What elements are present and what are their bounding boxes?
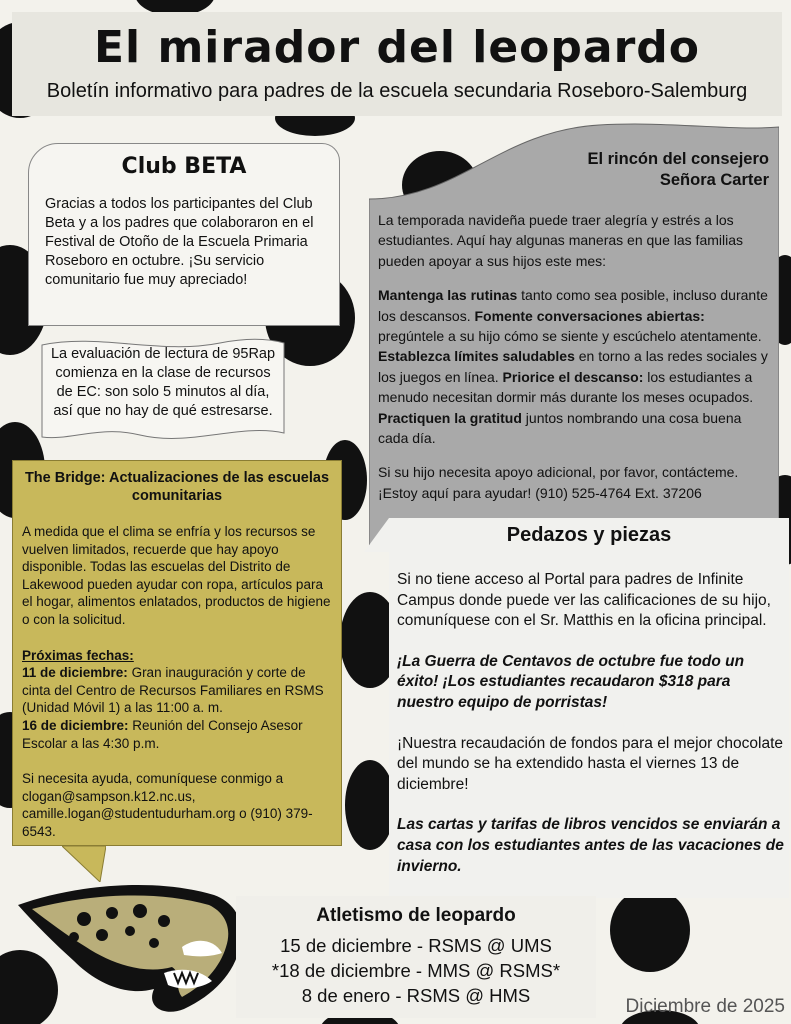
reading-note-text: La evaluación de lectura de 95Rap comienza en la clase de recursos de EC: son solo 5 minutos al día, así que no hay de qué estresarse. bbox=[50, 346, 276, 419]
club-beta-section bbox=[28, 143, 340, 326]
the-bridge-section bbox=[12, 460, 342, 846]
tip-text: los estudiantes a menudo necesitan dormir más durante los meses ocupados. bbox=[378, 368, 754, 406]
counselor-body bbox=[378, 210, 770, 517]
counselor-title-line2: Señora Carter bbox=[659, 171, 769, 189]
athletics-game: *18 de diciembre - MMS @ RSMS* bbox=[271, 960, 561, 981]
leopard-logo-icon bbox=[14, 877, 250, 1017]
pedazos-title: Pedazos y piezas bbox=[506, 524, 672, 546]
tip-bold: Establezca límites saludables bbox=[378, 348, 575, 365]
tip-text: juntos nombrando una cosa buena cada día. bbox=[378, 409, 742, 447]
event-text: Reunión del Consejo Asesor Escolar a las 4:30 p.m. bbox=[22, 717, 303, 751]
club-beta-text: Gracias a todos los participantes del Club Beta y a los padres que colaboraron en el Festival de Otoño de la Escuela Primaria Roseboro en octubre. ¡Su servicio comunitario fue muy apreciado! bbox=[45, 196, 314, 288]
bridge-contact: Si necesita ayuda, comuníquese conmigo a clogan@sampson.k12.nc.us, camille.logan@studentudurham.org o (910) 379-6543. bbox=[22, 771, 313, 839]
newsletter-subtitle: Boletín informativo para padres de la escuela secundaria Roseboro-Salemburg bbox=[46, 80, 748, 102]
event-date: 16 de diciembre: bbox=[22, 717, 129, 733]
bridge-title: The Bridge: Actualizaciones de las escuelas comunitarias bbox=[24, 470, 330, 504]
tip-text: tanto como sea posible, incluso durante los descansos. bbox=[378, 287, 768, 324]
tip-text: en torno a las redes sociales y los juegos en línea. bbox=[378, 348, 768, 385]
event-text: Gran inauguración y corte de cinta del Centro de Recursos Familiares en RSMS (Unidad Móvil 1) a las 11:00 a. m. bbox=[22, 665, 324, 716]
pedazos-y-piezas-section bbox=[389, 518, 789, 898]
athletics-title: Atletismo de leopardo bbox=[316, 905, 516, 926]
tip-bold: Fomente conversaciones abiertas: bbox=[474, 307, 705, 324]
counselor-title-line1: El rincón del consejero bbox=[587, 150, 769, 168]
pedazos-content bbox=[397, 570, 785, 897]
counselor-tips bbox=[378, 285, 770, 448]
counselor-closing: Si su hijo necesita apoyo adicional, por favor, contácteme. ¡Estoy aquí para ayudar! (910) 525-4764 Ext. 37206 bbox=[378, 464, 739, 501]
reading-assessment-note bbox=[40, 337, 286, 443]
leopard-athletics-section bbox=[236, 896, 596, 1018]
pedazos-paragraph-portal: Si no tiene acceso al Portal para padres de Infinite Campus donde puede ver las calificaciones de su hijo, comuníquese con el Sr. Matthis en la oficina principal. bbox=[397, 571, 771, 630]
upcoming-dates-label: Próximas fechas: bbox=[22, 647, 134, 663]
tip-bold: Mantenga las rutinas bbox=[378, 287, 518, 304]
club-beta-title: Club BETA bbox=[121, 154, 247, 179]
tip-bold: Priorice el descanso: bbox=[502, 368, 644, 385]
bridge-intro: A medida que el clima se enfría y los recursos se vuelven limitados, recuerde que hay apoyo disponible. Todas las escuelas del Distrito de Lakewood pueden ayudar con ropa, artículos para el hogar, alimentos enlatados, productos de higiene o con la solicitud. bbox=[22, 524, 331, 627]
event-date: 11 de diciembre: bbox=[22, 665, 128, 681]
athletics-game: 15 de diciembre - RSMS @ UMS bbox=[280, 935, 552, 956]
bridge-events bbox=[22, 647, 332, 753]
counselor-corner-section bbox=[369, 121, 779, 551]
pedazos-paragraph-chocolate: ¡Nuestra recaudación de fondos para el mejor chocolate del mundo se ha extendido hasta el viernes 13 de diciembre! bbox=[397, 734, 784, 793]
tip-bold: Practiquen la gratitud bbox=[378, 409, 522, 426]
issue-date: Diciembre de 2025 bbox=[625, 996, 785, 1017]
pedazos-paragraph-library: Las cartas y tarifas de libros vencidos se enviarán a casa con los estudiantes antes de las vacaciones de invierno. bbox=[397, 816, 784, 875]
counselor-title bbox=[587, 149, 769, 191]
newsletter-title: El mirador del leopardo bbox=[93, 22, 701, 73]
tip-text: pregúntele a su hijo cómo se siente y escúchelo atentamente. bbox=[378, 328, 762, 345]
pedazos-paragraph-pennies: ¡La Guerra de Centavos de octubre fue todo un éxito! ¡Los estudiantes recaudaron $318 para nuestro equipo de porristas! bbox=[397, 652, 745, 711]
newsletter-header bbox=[12, 12, 782, 116]
counselor-intro: La temporada navideña puede traer alegría y estrés a los estudiantes. Aquí hay algunas maneras en que las familias pueden apoyar a sus hijos este mes: bbox=[378, 212, 744, 269]
athletics-game: 8 de enero - RSMS @ HMS bbox=[301, 985, 531, 1006]
